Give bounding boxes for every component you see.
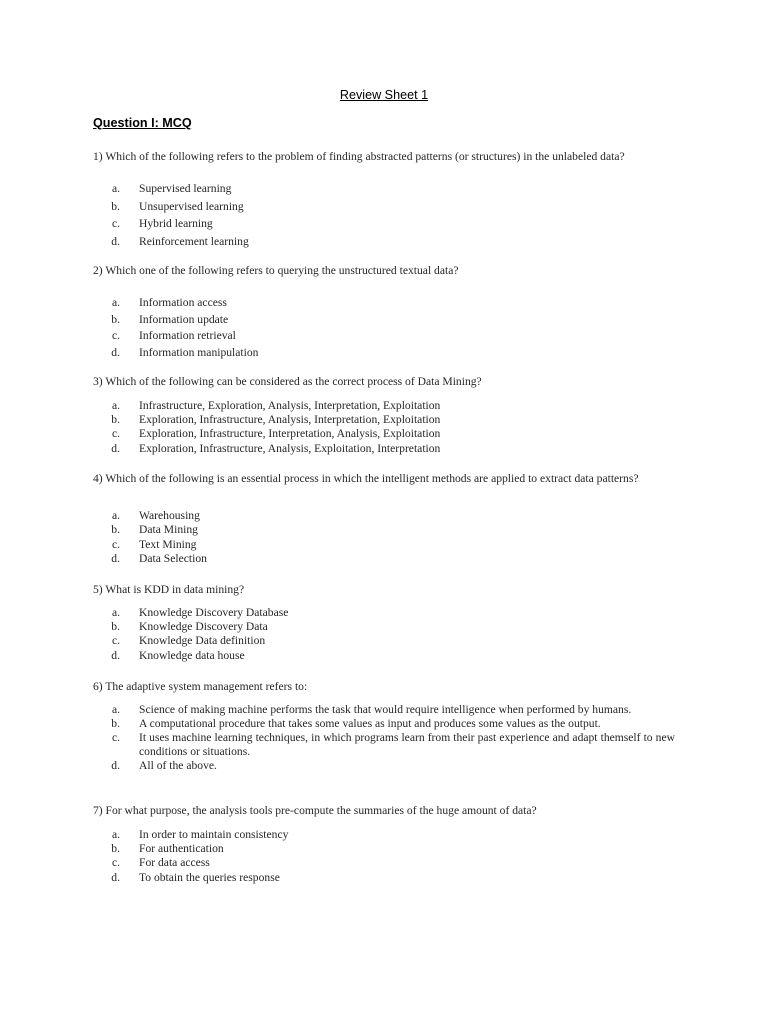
option-text: For data access (139, 856, 210, 870)
option-text: Reinforcement learning (139, 234, 249, 248)
question-text: 5) What is KDD in data mining? (93, 583, 245, 596)
option-text: To obtain the queries response (139, 870, 280, 884)
option-5b (93, 620, 675, 634)
option-6b (93, 717, 675, 731)
option-letter: a. (111, 828, 120, 841)
option-7a (93, 828, 675, 842)
option-letter: b. (111, 842, 120, 856)
question-6 (93, 680, 683, 695)
option-text: Text Mining (139, 537, 197, 551)
option-3d (93, 442, 675, 456)
option-text: Exploration, Infrastructure, Analysis, Interpretation, Exploitation (139, 413, 441, 427)
option-3b (93, 413, 675, 427)
option-1c (93, 215, 675, 233)
options-list-2 (93, 295, 675, 361)
option-text: Supervised learning (139, 182, 232, 195)
option-7d (93, 871, 675, 885)
option-letter: d. (111, 870, 120, 884)
question-1 (93, 150, 683, 165)
option-4d (93, 552, 675, 566)
option-text: Information access (139, 296, 227, 309)
option-text: Infrastructure, Exploration, Analysis, Interpretation, Exploitation (139, 399, 441, 412)
option-letter: a. (111, 399, 120, 412)
option-text: Exploration, Infrastructure, Analysis, Exploitation, Interpretation (139, 441, 441, 455)
question-text: 7) For what purpose, the analysis tools pre-compute the summaries of the huge amount of data? (93, 804, 537, 817)
option-text: Warehousing (139, 509, 200, 522)
option-text: Information retrieval (139, 329, 236, 342)
option-text: Knowledge data house (139, 648, 245, 662)
option-letter: c. (111, 329, 120, 342)
option-4a (93, 509, 675, 523)
option-6d (93, 759, 675, 773)
option-text: Information update (139, 312, 229, 326)
option-letter: c. (111, 634, 120, 648)
option-1a (93, 180, 675, 198)
question-5 (93, 583, 683, 598)
question-3 (93, 375, 683, 390)
option-letter: d. (111, 441, 120, 455)
options-list-1 (93, 180, 675, 250)
option-text: Exploration, Infrastructure, Interpretation, Analysis, Exploitation (139, 427, 441, 441)
option-6a (93, 703, 675, 717)
option-letter: d. (111, 759, 120, 773)
option-1d (93, 233, 675, 251)
option-3a (93, 399, 675, 413)
option-text: Hybrid learning (139, 217, 213, 231)
option-7b (93, 842, 675, 856)
option-text: Data Mining (139, 523, 198, 537)
option-letter: c. (111, 731, 120, 745)
option-5d (93, 649, 675, 663)
option-2c (93, 328, 675, 345)
document-title: Review Sheet 1 (339, 88, 429, 102)
options-list-5 (93, 606, 675, 663)
option-text: Information manipulation (139, 345, 259, 359)
option-text: In order to maintain consistency (139, 828, 289, 841)
option-letter: b. (111, 523, 120, 537)
option-letter: d. (111, 551, 120, 565)
option-text: Knowledge Discovery Data (139, 620, 268, 634)
option-letter: a. (111, 703, 120, 716)
question-text: 3) Which of the following can be considered as the correct process of Data Mining? (93, 375, 482, 388)
option-text: Data Selection (139, 551, 207, 565)
option-letter: c. (111, 856, 120, 870)
question-2 (93, 264, 683, 279)
option-letter: b. (111, 199, 120, 213)
option-letter: b. (111, 312, 120, 326)
option-2a (93, 295, 675, 312)
option-5c (93, 634, 675, 648)
question-text: 2) Which one of the following refers to querying the unstructured textual data? (93, 264, 459, 277)
options-list-3 (93, 399, 675, 456)
option-letter: a. (111, 182, 120, 195)
option-5a (93, 606, 675, 620)
option-text: Knowledge Data definition (139, 634, 266, 648)
question-text: 4) Which of the following is an essential process in which the intelligent methods are applied to extract data patterns? (93, 472, 639, 485)
option-letter: b. (111, 413, 120, 427)
question-7 (93, 804, 683, 819)
option-6c (93, 731, 675, 759)
option-text: It uses machine learning techniques, in which programs learn from their past experience and adapt themself to new conditions or situations. (139, 731, 675, 759)
option-3c (93, 427, 675, 441)
option-text: A computational procedure that takes some values as input and produces some values as the output. (139, 717, 601, 731)
question-4 (93, 472, 678, 487)
option-7c (93, 856, 675, 870)
option-letter: c. (111, 427, 120, 441)
option-letter: d. (111, 648, 120, 662)
option-2d (93, 345, 675, 362)
question-text: 1) Which of the following refers to the problem of finding abstracted patterns (or structures) in the unlabeled data? (93, 150, 625, 163)
option-4b (93, 523, 675, 537)
option-4c (93, 538, 675, 552)
options-list-4 (93, 509, 675, 566)
section-heading: Question I: MCQ (93, 116, 192, 130)
option-letter: c. (111, 537, 120, 551)
option-2b (93, 312, 675, 329)
option-letter: a. (111, 606, 120, 619)
option-text: All of the above. (139, 759, 217, 773)
option-text: Knowledge Discovery Database (139, 606, 289, 619)
option-letter: a. (111, 296, 120, 309)
option-letter: d. (111, 345, 120, 359)
option-letter: d. (111, 234, 120, 248)
option-letter: b. (111, 620, 120, 634)
option-1b (93, 198, 675, 216)
option-text: Unsupervised learning (139, 199, 244, 213)
options-list-7 (93, 828, 675, 885)
question-text: 6) The adaptive system management refers to: (93, 680, 308, 693)
option-letter: c. (111, 217, 120, 231)
option-letter: b. (111, 717, 120, 731)
options-list-6 (93, 703, 675, 773)
option-text: For authentication (139, 842, 224, 856)
option-letter: a. (111, 509, 120, 522)
option-text: Science of making machine performs the task that would require intelligence when performed by humans. (139, 703, 632, 716)
